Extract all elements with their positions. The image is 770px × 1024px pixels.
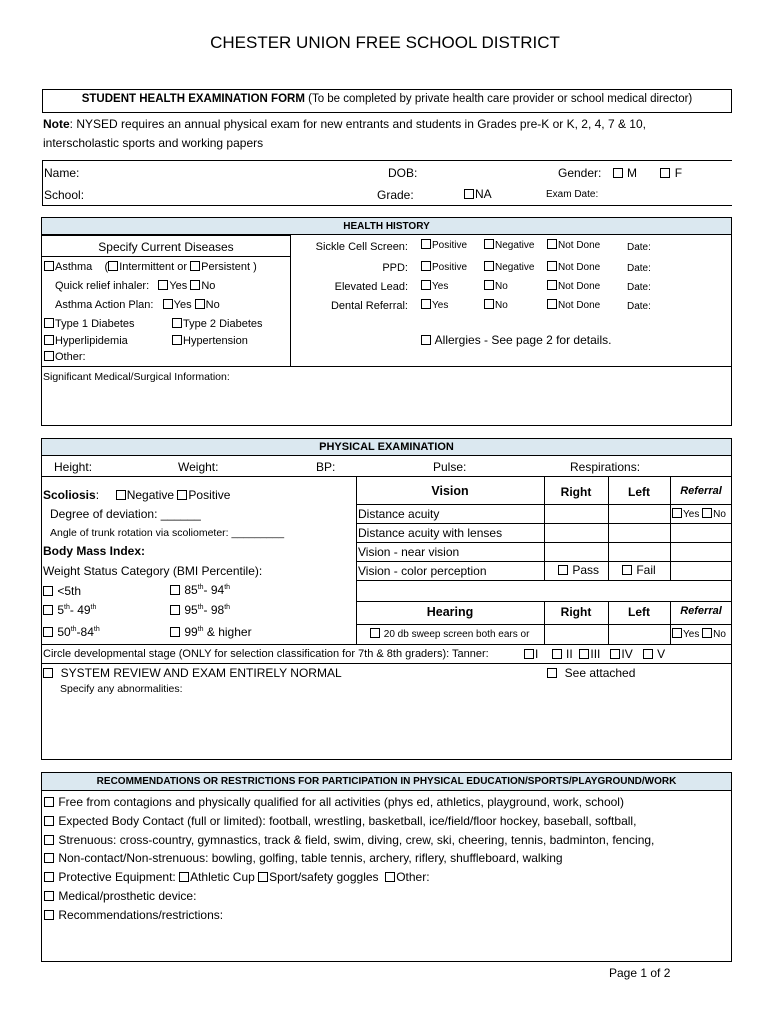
dob-field[interactable]: DOB: — [388, 166, 418, 180]
type1-label: Type 1 Diabetes — [55, 318, 135, 330]
tanner-5-label: V — [657, 647, 666, 661]
distance-acuity-label: Distance acuity — [358, 507, 440, 521]
ppd-positive-checkbox[interactable] — [421, 261, 431, 271]
fail-label: Fail — [636, 563, 656, 577]
ppd-negative-checkbox[interactable] — [484, 261, 494, 271]
color-fail-checkbox[interactable] — [622, 565, 632, 575]
near-vision-label: Vision - near vision — [358, 545, 460, 559]
ppd-label: PPD: — [382, 262, 408, 274]
page-number: Page 1 of 2 — [609, 966, 671, 980]
weight-field[interactable]: Weight: — [178, 460, 219, 474]
intermittent-label: Intermittent or — [119, 261, 188, 273]
bp-field[interactable]: BP: — [316, 460, 336, 474]
goggles-checkbox[interactable] — [258, 872, 268, 882]
district-title: CHESTER UNION FREE SCHOOL DISTRICT — [210, 33, 560, 52]
significant-info-field[interactable]: Significant Medical/Surgical Information: — [43, 371, 230, 383]
notdone-label: Not Done — [558, 300, 601, 311]
quick-relief-label: Quick relief inhaler: — [55, 280, 150, 292]
dental-notdone-checkbox[interactable] — [547, 299, 557, 309]
divider — [42, 205, 732, 206]
form-heading — [42, 93, 732, 105]
yes-label: Yes — [683, 629, 700, 640]
lead-notdone — [547, 280, 600, 292]
notdone-label: Not Done — [558, 262, 601, 273]
hyperlipidemia-checkbox[interactable] — [44, 335, 54, 345]
dental-label: Dental Referral: — [330, 300, 408, 312]
hearing-left-header: Left — [628, 605, 650, 619]
bmi-5-49: 5th- 49th — [43, 603, 96, 617]
bmi-lt5 — [43, 584, 81, 598]
pass-label: Pass — [572, 563, 600, 577]
notdone-label: Not Done — [558, 281, 601, 292]
sweep-label: 20 db sweep screen both ears or — [383, 629, 530, 640]
positive-label: Positive — [188, 488, 231, 502]
action-plan-row — [55, 299, 220, 311]
divider — [41, 663, 732, 664]
sickle-positive-checkbox[interactable] — [421, 239, 431, 249]
gender-m-checkbox[interactable] — [613, 168, 623, 178]
tanner-2-checkbox[interactable] — [552, 649, 562, 659]
hypertension-row — [172, 335, 248, 347]
recommend-item-1 — [44, 795, 624, 809]
prosthetic-label: Medical/prosthetic device: — [58, 889, 197, 903]
grade-field[interactable]: Grade: — [377, 188, 414, 202]
divider — [41, 476, 732, 477]
no-label: No — [495, 281, 508, 292]
persistent-checkbox[interactable] — [190, 261, 200, 271]
hypertension-label: Hypertension — [183, 335, 248, 347]
yes-label: Yes — [173, 299, 192, 311]
bmi-85-94: 85th- 94th — [170, 583, 230, 597]
asthma-checkbox[interactable] — [44, 261, 54, 271]
allergies-checkbox[interactable] — [421, 335, 431, 345]
see-attached-label: See attached — [564, 666, 636, 680]
yes-label: Yes — [432, 300, 449, 311]
tanner-3-checkbox[interactable] — [579, 649, 589, 659]
lead-label: Elevated Lead: — [334, 281, 408, 293]
ppd-positive — [421, 261, 467, 273]
school-field[interactable]: School: — [44, 188, 85, 202]
hearing-referral-yes-checkbox[interactable] — [672, 628, 682, 638]
yes-label: Yes — [432, 281, 449, 292]
prosthetic-checkbox[interactable] — [44, 891, 54, 901]
gender-f-label: F — [674, 166, 683, 180]
vision-referral — [672, 508, 726, 520]
recommend-item-1-label: Free from contagions and physically qualified for all activities (phys ed, athletics, playground, work, school) — [58, 795, 624, 809]
vision-left-header: Left — [628, 485, 650, 499]
recommend-item-4-label: Non-contact/Non-strenuous: bowling, golfing, table tennis, archery, riflery, shuffleboard, walking — [58, 851, 563, 865]
vision-referral-no-checkbox[interactable] — [702, 508, 712, 518]
type2-label: Type 2 Diabetes — [183, 318, 263, 330]
weight-status-label: Weight Status Category (BMI Percentile): — [43, 564, 263, 578]
asthma-row: Asthma ( Intermittent or Persistent ) — [44, 261, 257, 273]
lead-no — [484, 280, 508, 292]
see-attached-row — [547, 666, 635, 680]
divider — [42, 160, 43, 205]
bmi-5-49-checkbox[interactable] — [43, 605, 53, 615]
sweep-checkbox[interactable] — [370, 628, 380, 638]
bmi-99-checkbox[interactable] — [170, 627, 180, 637]
tanner-4-label: IV — [621, 647, 633, 661]
protective-checkbox[interactable] — [44, 872, 54, 882]
recommend-item-1-checkbox[interactable] — [44, 797, 54, 807]
persistent-label: Persistent ) — [201, 261, 257, 273]
health-history-title: HEALTH HISTORY — [343, 221, 430, 232]
yes-label: Yes — [683, 509, 700, 520]
gender-f-checkbox[interactable] — [660, 168, 670, 178]
recommend-item-2-label: Expected Body Contact (full or limited): football, wrestling, basketball, ice/field/floor hockey, baseball, softball, — [58, 814, 637, 828]
vision-referral-yes-checkbox[interactable] — [672, 508, 682, 518]
sickle-negative-checkbox[interactable] — [484, 239, 494, 249]
athletic-cup-checkbox[interactable] — [179, 872, 189, 882]
divider — [290, 235, 291, 366]
intermittent-checkbox[interactable] — [108, 261, 118, 271]
dental-date[interactable]: Date: — [627, 301, 651, 312]
system-normal-label: SYSTEM REVIEW AND EXAM ENTIRELY NORMAL — [60, 666, 342, 680]
recommend-item-2-checkbox[interactable] — [44, 816, 54, 826]
note-label: Note — [43, 117, 70, 131]
physical-exam-title: PHYSICAL EXAMINATION — [319, 441, 454, 453]
recommend-item-3-checkbox[interactable] — [44, 835, 54, 845]
bmi-85-94-checkbox[interactable] — [170, 585, 180, 595]
recommend-item-4 — [44, 851, 563, 865]
gender-m-label: M — [627, 166, 638, 180]
grade-na-checkbox[interactable] — [464, 189, 474, 199]
negative-label: Negative — [126, 488, 175, 502]
tanner-5-checkbox[interactable] — [643, 649, 653, 659]
action-plan-yes-checkbox[interactable] — [163, 299, 173, 309]
recommend-item-4-checkbox[interactable] — [44, 853, 54, 863]
protective-other-checkbox[interactable] — [385, 872, 395, 882]
color-fail — [622, 563, 656, 577]
form-subtitle: (To be completed by private health care provider or school medical director) — [308, 93, 693, 105]
yes-label: Yes — [169, 280, 188, 292]
tanner-options — [524, 647, 665, 661]
lead-no-checkbox[interactable] — [484, 280, 494, 290]
tanner-1-label: I — [535, 647, 539, 661]
type2-row — [172, 318, 263, 330]
see-attached-checkbox[interactable] — [547, 668, 557, 678]
sickle-date[interactable]: Date: — [627, 242, 651, 253]
ppd-notdone — [547, 261, 600, 273]
hearing-header: Hearing — [426, 605, 474, 619]
type1-checkbox[interactable] — [44, 318, 54, 328]
sickle-label: Sickle Cell Screen: — [315, 241, 408, 253]
sweep-row — [370, 628, 529, 640]
goggles-label: Sport/safety goggles — [269, 870, 379, 884]
no-label: No — [201, 280, 216, 292]
bmi-lt5-checkbox[interactable] — [43, 586, 53, 596]
bmi-95-98: 95th- 98th — [170, 603, 230, 617]
vision-right-header: Right — [560, 485, 592, 499]
form-title: STUDENT HEALTH EXAMINATION FORM — [81, 93, 305, 105]
hyperlipidemia-row — [44, 335, 128, 347]
protective-row — [44, 870, 430, 884]
dental-no-checkbox[interactable] — [484, 299, 494, 309]
grade-na-label: NA — [475, 187, 492, 201]
sickle-notdone — [547, 239, 600, 251]
abnormalities-field[interactable]: Specify any abnormalities: — [60, 683, 183, 695]
no-label: No — [495, 300, 508, 311]
divider — [41, 644, 732, 645]
negative-label: Negative — [495, 262, 535, 273]
bmi-50-84: 50th-84th — [43, 625, 100, 639]
protective-other-label: Other: — [396, 870, 430, 884]
restrictions-checkbox[interactable] — [44, 910, 54, 920]
action-plan-label: Asthma Action Plan: — [55, 299, 154, 311]
system-normal-row — [43, 666, 342, 680]
lead-notdone-checkbox[interactable] — [547, 280, 557, 290]
other-row — [44, 351, 86, 363]
recommend-item-3 — [44, 833, 654, 847]
athletic-cup-label: Athletic Cup — [190, 870, 255, 884]
gender-field — [558, 166, 682, 180]
lead-yes-checkbox[interactable] — [421, 280, 431, 290]
trunk-rotation-field[interactable]: Angle of trunk rotation via scoliometer: _________ — [50, 527, 285, 539]
restrictions-label: Recommendations/restrictions: — [58, 908, 224, 922]
positive-label: Positive — [432, 240, 468, 251]
note — [43, 117, 646, 131]
allergies-row — [421, 333, 611, 347]
distance-lens-label: Distance acuity with lenses — [358, 526, 503, 540]
scoliosis-positive-checkbox[interactable] — [177, 490, 187, 500]
dental-yes — [421, 299, 448, 311]
tanner-label: Circle developmental stage (ONLY for selection classification for 7th & 8th graders): Tanner: — [43, 648, 489, 660]
bmi-lt5-label: <5th — [57, 584, 82, 598]
pulse-field[interactable]: Pulse: — [433, 460, 467, 474]
scoliosis-row: Scoliosis: Negative Positive — [43, 488, 231, 502]
allergies-label: Allergies - See page 2 for details. — [434, 333, 612, 347]
name-field[interactable]: Name: — [44, 166, 80, 180]
gender-label: Gender: — [558, 166, 602, 180]
vision-referral-header: Referral — [680, 485, 722, 497]
hypertension-checkbox[interactable] — [172, 335, 182, 345]
quick-relief-no-checkbox[interactable] — [190, 280, 200, 290]
color-pass-checkbox[interactable] — [558, 565, 568, 575]
bmi-99: 99th & higher — [170, 625, 252, 639]
action-plan-no-checkbox[interactable] — [195, 299, 205, 309]
dental-yes-checkbox[interactable] — [421, 299, 431, 309]
tanner-1-checkbox[interactable] — [524, 649, 534, 659]
hearing-referral — [672, 628, 726, 640]
notdone-label: Not Done — [558, 240, 601, 251]
color-perception-label: Vision - color perception — [358, 564, 487, 578]
respirations-field[interactable]: Respirations: — [570, 460, 641, 474]
lead-date[interactable]: Date: — [627, 282, 651, 293]
bmi-50-84-checkbox[interactable] — [43, 627, 53, 637]
system-normal-checkbox[interactable] — [43, 668, 53, 678]
color-pass — [558, 563, 599, 577]
note-text-2: interscholastic sports and working papers — [43, 136, 264, 150]
type2-checkbox[interactable] — [172, 318, 182, 328]
note-text: : NYSED requires an annual physical exam for new entrants and students in Grades pre-K or K, 2, 4, 7 & 10, — [69, 117, 646, 131]
quick-relief-row — [55, 280, 215, 292]
dental-notdone — [547, 299, 600, 311]
sickle-positive — [421, 239, 467, 251]
prosthetic-row — [44, 889, 196, 903]
scoliosis-negative-checkbox[interactable] — [116, 490, 126, 500]
hearing-referral-no-checkbox[interactable] — [702, 628, 712, 638]
deviation-field[interactable]: Degree of deviation: ______ — [50, 507, 201, 521]
dental-no — [484, 299, 508, 311]
lead-yes — [421, 280, 448, 292]
hyperlipidemia-label: Hyperlipidemia — [55, 335, 128, 347]
divider — [41, 366, 732, 367]
recommend-item-3-label: Strenuous: cross-country, gymnastics, track & field, swim, diving, crew, ski, cheering, tennis, badminton, fencing, — [58, 833, 655, 847]
hearing-referral-header: Referral — [680, 605, 722, 617]
negative-label: Negative — [495, 240, 535, 251]
height-field[interactable]: Height: — [54, 460, 93, 474]
protective-label: Protective Equipment: — [58, 870, 176, 884]
asthma-label: Asthma — [55, 261, 93, 273]
bmi-field[interactable]: Body Mass Index: — [43, 544, 146, 558]
other-label: Other: — [55, 351, 86, 363]
bmi-95-98-checkbox[interactable] — [170, 605, 180, 615]
other-checkbox[interactable] — [44, 351, 54, 361]
no-label: No — [205, 299, 220, 311]
tanner-3-label: III — [590, 647, 601, 661]
no-label: No — [713, 629, 726, 640]
quick-relief-yes-checkbox[interactable] — [158, 280, 168, 290]
sickle-negative — [484, 239, 534, 251]
type1-row — [44, 318, 135, 330]
ppd-date[interactable]: Date: — [627, 263, 651, 274]
no-label: No — [713, 509, 726, 520]
recommend-item-2 — [44, 814, 636, 828]
positive-label: Positive — [432, 262, 468, 273]
tanner-4-checkbox[interactable] — [610, 649, 620, 659]
grade-na — [464, 187, 492, 201]
restrictions-row — [44, 908, 223, 922]
ppd-negative — [484, 261, 534, 273]
ppd-notdone-checkbox[interactable] — [547, 261, 557, 271]
exam-date-field[interactable]: Exam Date: — [546, 189, 599, 200]
diseases-header: Specify Current Diseases — [98, 240, 234, 254]
scoliosis-label: Scoliosis — [43, 488, 96, 502]
sickle-notdone-checkbox[interactable] — [547, 239, 557, 249]
tanner-2-label: II — [566, 647, 573, 661]
hearing-right-header: Right — [560, 605, 592, 619]
divider — [42, 160, 732, 161]
recommendations-title: RECOMMENDATIONS OR RESTRICTIONS FOR PARTICIPATION IN PHYSICAL EDUCATION/SPORTS/PLAYGROUND/WORK — [96, 776, 677, 787]
vision-header: Vision — [431, 484, 469, 498]
